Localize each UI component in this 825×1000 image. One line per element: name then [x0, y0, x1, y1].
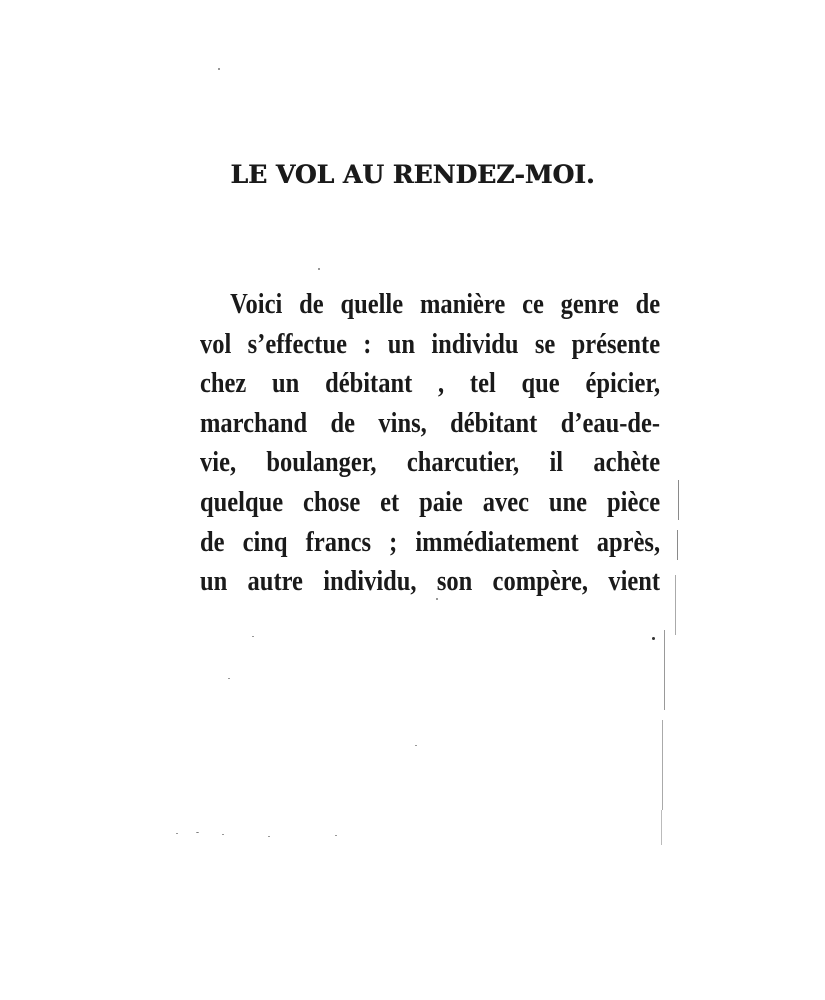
scan-speck	[268, 836, 270, 837]
paragraph-line: un autre individu, son compère, vient	[200, 566, 661, 598]
paragraph-line: de cinq francs ; immédiatement après,	[200, 526, 661, 558]
scan-speck	[335, 835, 337, 836]
paragraph-line: vie, boulanger, charcutier, il achète	[200, 447, 661, 479]
scan-speck	[415, 745, 417, 746]
paragraph-line: marchand de vins, débitant d’eau-de-	[200, 407, 661, 439]
page-edge-artifact	[660, 480, 682, 850]
scan-speck	[222, 834, 224, 835]
scan-speck	[196, 832, 199, 833]
scan-speck	[318, 268, 320, 270]
paragraph-line: Voici de quelle manière ce genre de	[230, 289, 661, 320]
scan-speck	[652, 637, 655, 640]
scan-speck	[252, 636, 254, 637]
paragraph-line: vol s’effectue : un individu se présente	[200, 328, 661, 360]
scan-speck	[436, 598, 438, 600]
paragraph-line: chez un débitant , tel que épicier,	[200, 368, 661, 400]
paragraph-line: quelque chose et paie avec une pièce	[200, 486, 661, 518]
scan-speck	[176, 833, 178, 834]
chapter-title: LE VOL AU RENDEZ-MOI.	[230, 160, 595, 189]
paragraph	[200, 285, 660, 602]
scan-speck	[218, 68, 220, 70]
scan-speck	[228, 678, 230, 679]
